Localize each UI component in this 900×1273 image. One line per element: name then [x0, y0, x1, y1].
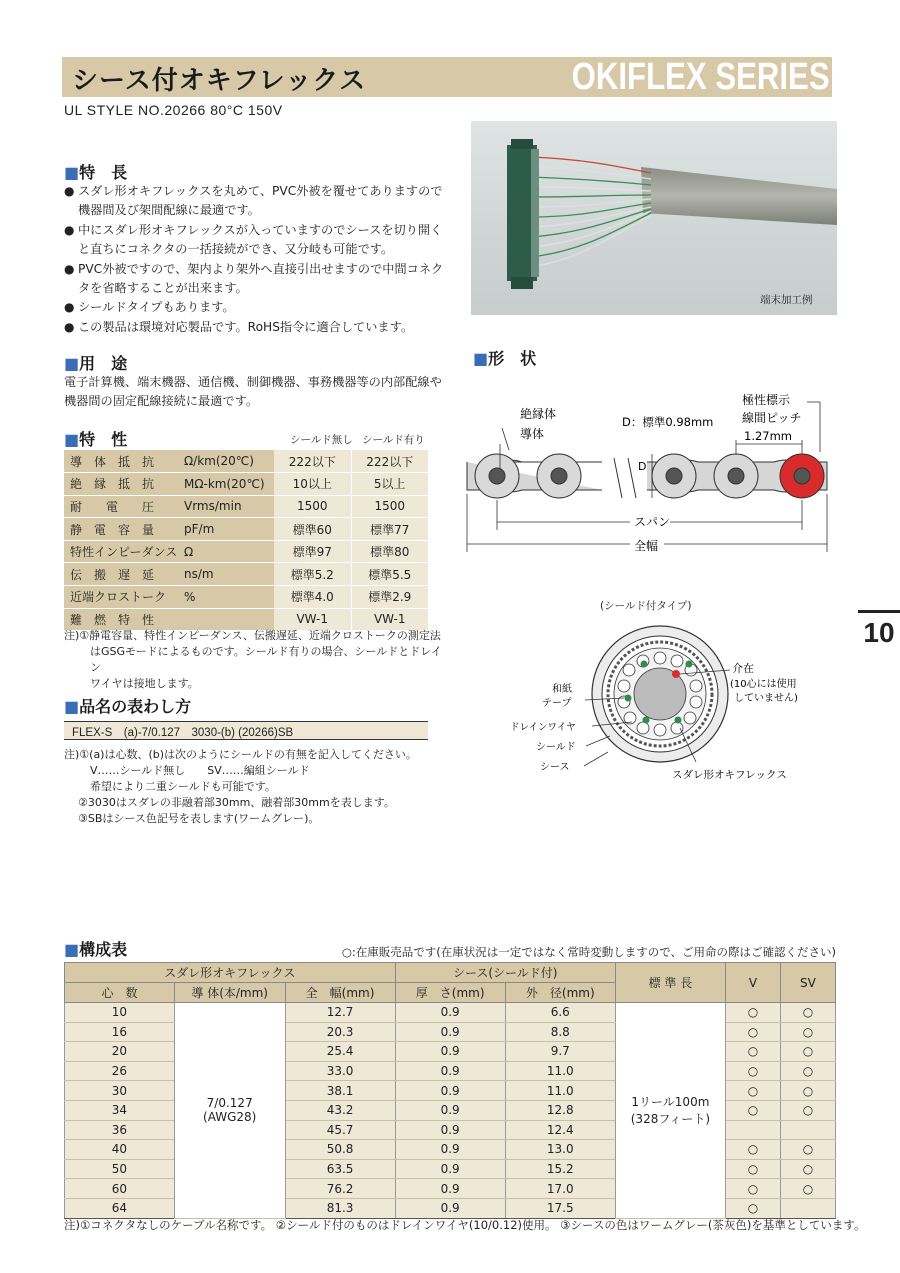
table-row — [65, 1003, 836, 1023]
cell-sv: ○ — [780, 1022, 835, 1042]
naming-notes: 注)①(a)は心数、(b)は次のようにシールドの有無を記入してください。 V……シールド無し SV……編組シールド 希望により二重シールドも可能です。 ②3030はスダレの非融着部30mm、融着部30mmを表します。 ③SBはシース色記号を表します(ワームグレー)。 — [64, 748, 417, 825]
property-v2: VW-1 — [351, 608, 428, 631]
header-length: 標 準 長 — [615, 963, 725, 1003]
feature-item: ● PVC外被ですので、架内より架外へ直接引出せますので中間コネクタを省略することが出来ます。 — [64, 261, 444, 296]
cell-cores: 60 — [65, 1179, 175, 1199]
label-d-std: D：標準0.98mm — [622, 415, 714, 429]
cell-sv: ○ — [780, 1081, 835, 1101]
cell-width: 12.7 — [285, 1003, 395, 1023]
shape-heading: ■形 状 — [473, 349, 537, 368]
cell-od: 15.2 — [505, 1159, 615, 1179]
cell-width: 33.0 — [285, 1061, 395, 1081]
property-row — [64, 450, 428, 473]
cell-v: ○ — [725, 1198, 780, 1218]
property-row — [64, 540, 428, 563]
property-label: 難 燃 特 性 — [64, 608, 184, 631]
features-heading: ■特 長 — [64, 163, 128, 182]
cell-sv: ○ — [780, 1003, 835, 1023]
cell-length — [615, 1003, 725, 1219]
header-cores: 心 数 — [65, 983, 175, 1003]
label-width: 全幅 — [634, 539, 659, 553]
label-span: スパン — [634, 515, 671, 529]
label-tape1: 和紙 — [552, 684, 572, 695]
cell-width: 63.5 — [285, 1159, 395, 1179]
col-no-shield: シールド無し — [290, 434, 353, 446]
property-unit: MΩ-km(20℃) — [184, 473, 274, 496]
label-pitch: 線間ピッチ — [742, 411, 802, 425]
features-list — [64, 182, 444, 337]
property-label: 伝 搬 遅 延 — [64, 563, 184, 586]
cell-thick: 0.9 — [395, 1198, 505, 1218]
naming-heading: ■品名の表わし方 — [64, 697, 192, 716]
property-v2: 222以下 — [351, 450, 428, 473]
cell-width: 45.7 — [285, 1120, 395, 1140]
cell-thick: 0.9 — [395, 1179, 505, 1199]
cell-cores: 16 — [65, 1022, 175, 1042]
property-v1: 222以下 — [274, 450, 351, 473]
property-label: 近端クロストーク — [64, 586, 184, 609]
cell-sv — [780, 1120, 835, 1140]
series-title: OKIFLEX SERIES — [572, 56, 830, 98]
cell-v: ○ — [725, 1159, 780, 1179]
cell-cores: 64 — [65, 1198, 175, 1218]
property-unit: Ω — [184, 540, 274, 563]
header-sv: SV — [780, 963, 835, 1003]
group-sheath: シース(シールド付) — [395, 963, 615, 983]
cell-cores: 50 — [65, 1159, 175, 1179]
property-v2: 標準80 — [351, 540, 428, 563]
cable-photo — [471, 121, 837, 315]
cell-thick: 0.9 — [395, 1081, 505, 1101]
length-value: 1リール100m — [631, 1095, 710, 1110]
header-conductor: 導 体(本/mm) — [174, 983, 285, 1003]
naming-code: FLEX-S (a)-7/0.127 3030-(b) (20266)SB — [64, 721, 428, 740]
label-flat-cable: スダレ形オキフレックス — [672, 769, 787, 781]
property-v2: 標準5.5 — [351, 563, 428, 586]
group-flat-cable: スダレ形オキフレックス — [65, 963, 396, 983]
property-unit: pF/m — [184, 518, 274, 541]
properties-heading: ■特 性 — [64, 430, 128, 449]
label-insulator: 絶縁体 — [520, 407, 557, 421]
cell-cores: 26 — [65, 1061, 175, 1081]
property-v1: VW-1 — [274, 608, 351, 631]
property-unit: Ω/km(20℃) — [184, 450, 274, 473]
label-conductor: 導体 — [520, 427, 545, 441]
cell-width: 50.8 — [285, 1140, 395, 1160]
property-v2: 5以上 — [351, 473, 428, 496]
property-row — [64, 563, 428, 586]
label-polarity: 極性標示 — [742, 393, 791, 407]
cell-conductor — [174, 1003, 285, 1219]
cell-od: 8.8 — [505, 1022, 615, 1042]
property-label: 静 電 容 量 — [64, 518, 184, 541]
cell-sv: ○ — [780, 1159, 835, 1179]
label-sheath: シース — [540, 762, 570, 773]
cell-v — [725, 1120, 780, 1140]
cell-thick: 0.9 — [395, 1120, 505, 1140]
d-label: D — [638, 460, 647, 473]
cell-sv: ○ — [780, 1042, 835, 1062]
cell-sv: ○ — [780, 1140, 835, 1160]
cell-v: ○ — [725, 1022, 780, 1042]
cell-cores: 34 — [65, 1100, 175, 1120]
ul-style: UL STYLE NO.20266 80°C 150V — [64, 102, 283, 118]
header-v: V — [725, 963, 780, 1003]
cell-v: ○ — [725, 1081, 780, 1101]
property-row — [64, 495, 428, 518]
cell-cores: 36 — [65, 1120, 175, 1140]
cell-thick: 0.9 — [395, 1022, 505, 1042]
cell-v: ○ — [725, 1003, 780, 1023]
uses-heading: ■用 途 — [64, 354, 128, 373]
property-row — [64, 518, 428, 541]
label-interpose: 介在 — [732, 662, 754, 675]
cell-v: ○ — [725, 1140, 780, 1160]
cell-v: ○ — [725, 1042, 780, 1062]
cell-od: 6.6 — [505, 1003, 615, 1023]
property-v1: 1500 — [274, 495, 351, 518]
label-tape2: テープ — [542, 698, 572, 709]
property-v2: 標準77 — [351, 518, 428, 541]
cell-od: 12.8 — [505, 1100, 615, 1120]
composition-note: ○:在庫販売品です(在庫状況は一定ではなく常時変動しますので、ご用命の際はご確認ください) — [341, 945, 836, 959]
cell-v: ○ — [725, 1100, 780, 1120]
cell-thick: 0.9 — [395, 1140, 505, 1160]
length-feet: (328フィート) — [630, 1112, 711, 1127]
property-label: 特性インピーダンス — [64, 540, 184, 563]
cell-width: 20.3 — [285, 1022, 395, 1042]
properties-table — [64, 450, 428, 631]
property-v1: 標準5.2 — [274, 563, 351, 586]
property-v1: 標準4.0 — [274, 586, 351, 609]
conductor-awg: (AWG28) — [203, 1110, 257, 1125]
cell-v: ○ — [725, 1061, 780, 1081]
photo-caption: 端末加工例 — [760, 294, 813, 306]
cell-thick: 0.9 — [395, 1100, 505, 1120]
property-v1: 10以上 — [274, 473, 351, 496]
property-row — [64, 473, 428, 496]
cell-sv: ○ — [780, 1061, 835, 1081]
cell-sv: ○ — [780, 1100, 835, 1120]
property-label: 導 体 抵 抗 — [64, 450, 184, 473]
cell-v: ○ — [725, 1179, 780, 1199]
shield-title: (シールド付タイプ) — [600, 600, 692, 612]
composition-heading: ■構成表 — [64, 940, 128, 959]
header-thickness: 厚 さ(mm) — [395, 983, 505, 1003]
page-title: シース付オキフレックス — [72, 66, 367, 96]
chapter-tab: 10 — [858, 610, 900, 649]
feature-item: ● 中にスダレ形オキフレックスが入っていますのでシースを切り開くと直ちにコネクタの一括接続ができ、又分岐も可能です。 — [64, 222, 443, 257]
property-label: 絶 縁 抵 抗 — [64, 473, 184, 496]
conductor-value: 7/0.127 — [206, 1096, 253, 1111]
cell-cores: 20 — [65, 1042, 175, 1062]
property-v2: 標準2.9 — [351, 586, 428, 609]
col-shield: シールド有り — [362, 434, 425, 446]
cell-od: 12.4 — [505, 1120, 615, 1140]
cell-width: 38.1 — [285, 1081, 395, 1101]
property-row — [64, 586, 428, 609]
cell-sv: ○ — [780, 1179, 835, 1199]
cell-cores: 40 — [65, 1140, 175, 1160]
cell-od: 11.0 — [505, 1061, 615, 1081]
cell-width: 25.4 — [285, 1042, 395, 1062]
feature-item: ● この製品は環境対応製品です。RoHS指令に適合しています。 — [64, 319, 414, 334]
properties-note: 注)①静電容量、特性インピーダンス、伝搬遅延、近端クロストークの測定法 はGSGモードによるものです。シールド有りの場合、シールドとドレイン ワイヤは接地します。 — [64, 629, 442, 690]
cell-thick: 0.9 — [395, 1159, 505, 1179]
cell-width: 81.3 — [285, 1198, 395, 1218]
property-unit: Vrms/min — [184, 495, 274, 518]
feature-item: ● スダレ形オキフレックスを丸めて、PVC外被を覆せてありますので機器間及び架間配線に最適です。 — [64, 184, 443, 218]
property-unit: % — [184, 586, 274, 609]
cell-width: 43.2 — [285, 1100, 395, 1120]
cell-cores: 30 — [65, 1081, 175, 1101]
property-unit: ns/m — [184, 563, 274, 586]
cell-width: 76.2 — [285, 1179, 395, 1199]
cell-sv — [780, 1198, 835, 1218]
cell-thick: 0.9 — [395, 1042, 505, 1062]
cell-od: 17.0 — [505, 1179, 615, 1199]
property-v1: 標準60 — [274, 518, 351, 541]
label-interpose-note1: (10心には使用 — [730, 679, 797, 690]
flat-cable-diagram — [462, 380, 842, 560]
property-v1: 標準97 — [274, 540, 351, 563]
cell-cores: 10 — [65, 1003, 175, 1023]
composition-footnote: 注)①コネクタなしのケーブル名称です。 ②シールド付のものはドレインワイヤ(10/0.12)使用。 ③シースの色はワームグレー(茶灰色)を基準としています。 — [64, 1218, 866, 1232]
cell-od: 11.0 — [505, 1081, 615, 1101]
header-outer-diameter: 外 径(mm) — [505, 983, 615, 1003]
shield-diagram — [500, 612, 820, 792]
property-label: 耐 電 圧 — [64, 495, 184, 518]
feature-item: ● シールドタイプもあります。 — [64, 300, 235, 315]
composition-table — [64, 962, 836, 1219]
label-interpose-note2: していません) — [734, 693, 798, 704]
cell-od: 9.7 — [505, 1042, 615, 1062]
cell-od: 13.0 — [505, 1140, 615, 1160]
property-v2: 1500 — [351, 495, 428, 518]
header-width: 全 幅(mm) — [285, 983, 395, 1003]
cell-thick: 0.9 — [395, 1061, 505, 1081]
label-pitch-value: 1.27mm — [744, 429, 793, 443]
cell-od: 17.5 — [505, 1198, 615, 1218]
label-drain: ドレインワイヤ — [510, 722, 576, 733]
cell-thick: 0.9 — [395, 1003, 505, 1023]
uses-text: 電子計算機、端末機器、通信機、制御機器、事務機器等の内部配線や機器間の固定配線接続に最適です。 — [64, 375, 442, 409]
label-shield: シールド — [536, 742, 576, 753]
